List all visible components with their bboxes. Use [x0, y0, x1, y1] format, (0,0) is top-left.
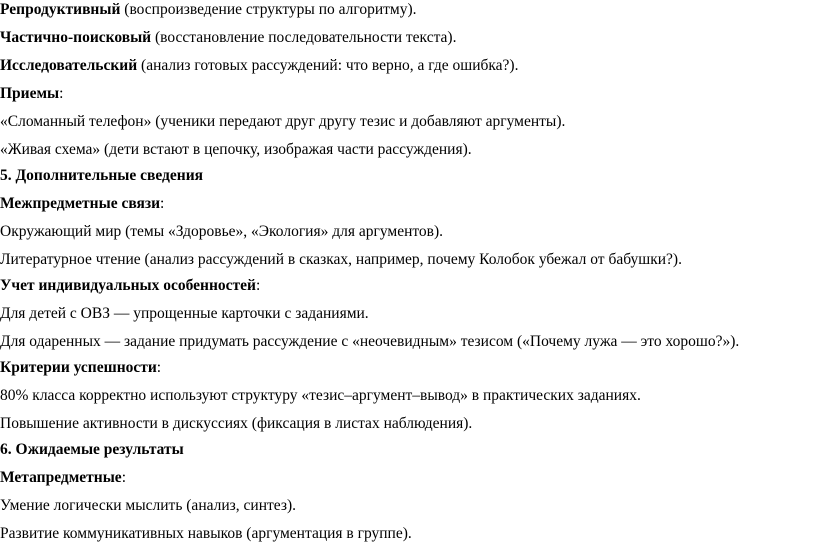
line-text: Развитие коммуникативных навыков (аргументация в группе).	[0, 525, 412, 542]
line-text: (анализ готовых рассуждений: что верно, а где ошибка?).	[137, 57, 519, 74]
line-bold: Межпредметные связи	[0, 195, 161, 212]
line-text: :	[121, 469, 126, 486]
line-text: «Сломанный телефон» (ученики передают друг другу тезис и добавляют аргументы).	[0, 113, 566, 130]
section-heading-expected-results	[0, 440, 184, 460]
line-text: 80% класса корректно используют структуру «тезис–аргумент–вывод» в практических заданиях.	[0, 387, 641, 404]
line-text: (воспроизведение структуры по алгоритму).	[120, 1, 417, 18]
text-line-method-research	[0, 56, 518, 76]
text-line-logical-thinking	[0, 496, 296, 516]
line-bold: Критерии успешности	[0, 359, 157, 376]
line-bold: Репродуктивный	[0, 1, 121, 18]
heading-meta-subject	[0, 468, 126, 488]
heading-individual-features	[0, 276, 260, 296]
text-line-activity-increase	[0, 414, 472, 434]
line-bold: Исследовательский	[0, 57, 138, 74]
line-bold: 5. Дополнительные сведения	[0, 167, 204, 184]
line-bold: 6. Ожидаемые результаты	[0, 441, 184, 458]
line-bold: Учет индивидуальных особенностей	[0, 277, 256, 294]
line-text: Повышение активности в дискуссиях (фиксация в листах наблюдения).	[0, 415, 473, 432]
line-text: :	[160, 195, 165, 212]
line-text: Для детей с ОВЗ — упрощенные карточки с заданиями.	[0, 305, 369, 322]
text-line-broken-phone	[0, 112, 565, 132]
text-line-method-reproductive	[0, 0, 417, 20]
line-text: :	[255, 277, 261, 294]
section-heading-additional-info	[0, 166, 203, 186]
line-text: (восстановление последовательности текста).	[151, 29, 457, 46]
line-bold: Приемы	[0, 85, 60, 102]
line-text: Литературное чтение (анализ рассуждений в сказках, например, почему Колобок убежал от бабушки?).	[0, 251, 682, 268]
text-line-gifted	[0, 332, 739, 352]
heading-success-criteria	[0, 358, 161, 378]
text-line-structure-usage	[0, 386, 641, 406]
heading-techniques	[0, 84, 63, 104]
text-line-world-around	[0, 222, 443, 242]
line-text: «Живая схема» (дети встают в цепочку, изображая части рассуждения).	[0, 141, 472, 158]
text-line-communication-skills	[0, 524, 412, 544]
text-line-literary-reading	[0, 250, 682, 270]
line-text: Для одаренных — задание придумать рассуждение с «неочевидным» тезисом («Почему лужа — это хорошо?»).	[0, 333, 740, 350]
line-text: :	[156, 359, 162, 376]
line-bold: Метапредметные	[0, 469, 122, 486]
line-bold: Частично-поисковый	[0, 29, 152, 46]
heading-interdisciplinary	[0, 194, 164, 214]
text-line-special-needs	[0, 304, 369, 324]
line-text: :	[59, 85, 64, 102]
line-text: Окружающий мир (темы «Здоровье», «Экология» для аргументов).	[0, 223, 444, 240]
text-line-method-partial-search	[0, 28, 456, 48]
line-text: Умение логически мыслить (анализ, синтез).	[0, 497, 296, 514]
text-line-living-scheme	[0, 140, 472, 160]
